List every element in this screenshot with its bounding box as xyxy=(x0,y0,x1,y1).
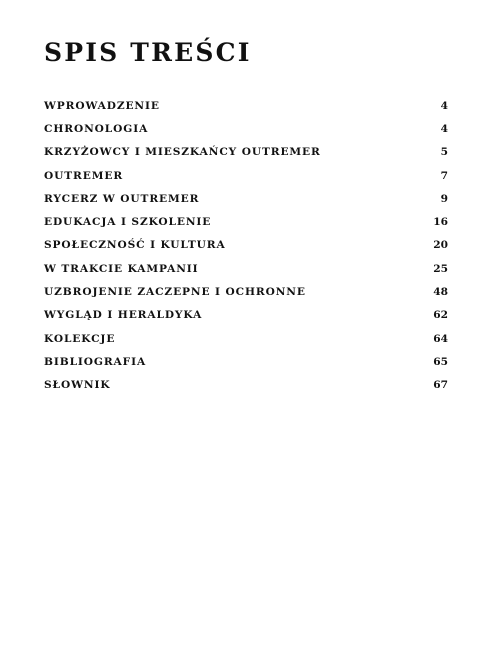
toc-entry-page-number: 7 xyxy=(440,169,448,182)
toc-entry[interactable] xyxy=(44,350,448,373)
toc-entry[interactable] xyxy=(44,280,448,303)
toc-entry[interactable] xyxy=(44,304,448,327)
toc-entry[interactable] xyxy=(44,187,448,210)
toc-entry-label: WYGLĄD I HERALDYKA xyxy=(44,309,203,322)
toc-entry[interactable] xyxy=(44,141,448,164)
toc-entry[interactable] xyxy=(44,327,448,350)
toc-entry-page-number: 64 xyxy=(433,332,448,345)
toc-entry-page-number: 65 xyxy=(433,355,448,368)
toc-entry[interactable] xyxy=(44,257,448,280)
toc-entry-label: BIBLIOGRAFIA xyxy=(44,355,147,368)
toc-entry[interactable] xyxy=(44,234,448,257)
toc-entry-label: WPROWADZENIE xyxy=(44,99,160,112)
toc-entry-page-number: 25 xyxy=(433,262,448,275)
toc-entry-page-number: 16 xyxy=(433,216,448,229)
toc-entry-label: OUTREMER xyxy=(44,169,124,182)
toc-entry-label: W TRAKCIE KAMPANII xyxy=(44,262,199,275)
toc-entry-page-number: 4 xyxy=(440,122,448,135)
toc-entry-page-number: 62 xyxy=(433,309,448,322)
toc-entry-page-number: 4 xyxy=(440,99,448,112)
toc-entry-page-number: 20 xyxy=(433,239,448,252)
toc-entry-label: KRZYŻOWCY I MIESZKAŃCY OUTREMER xyxy=(44,146,321,159)
toc-entry[interactable] xyxy=(44,94,448,117)
toc-entry-page-number: 48 xyxy=(433,286,448,299)
toc-entry[interactable] xyxy=(44,117,448,140)
toc-entry-label: KOLEKCJE xyxy=(44,332,116,345)
toc-entry-label: CHRONOLOGIA xyxy=(44,122,149,135)
page-title: SPIS TREŚCI xyxy=(44,38,252,67)
toc-entry-label: RYCERZ W OUTREMER xyxy=(44,192,200,205)
toc-entry-page-number: 67 xyxy=(433,379,448,392)
toc-entry-label: EDUKACJA I SZKOLENIE xyxy=(44,216,212,229)
table-of-contents xyxy=(44,94,448,397)
toc-entry-label: SŁOWNIK xyxy=(44,379,111,392)
toc-entry[interactable] xyxy=(44,164,448,187)
toc-entry-label: UZBROJENIE ZACZEPNE I OCHRONNE xyxy=(44,286,306,299)
toc-entry[interactable] xyxy=(44,210,448,233)
toc-entry[interactable] xyxy=(44,374,448,397)
toc-entry-page-number: 5 xyxy=(440,146,448,159)
toc-entry-label: SPOŁECZNOŚĆ I KULTURA xyxy=(44,239,226,252)
toc-entry-page-number: 9 xyxy=(440,192,448,205)
